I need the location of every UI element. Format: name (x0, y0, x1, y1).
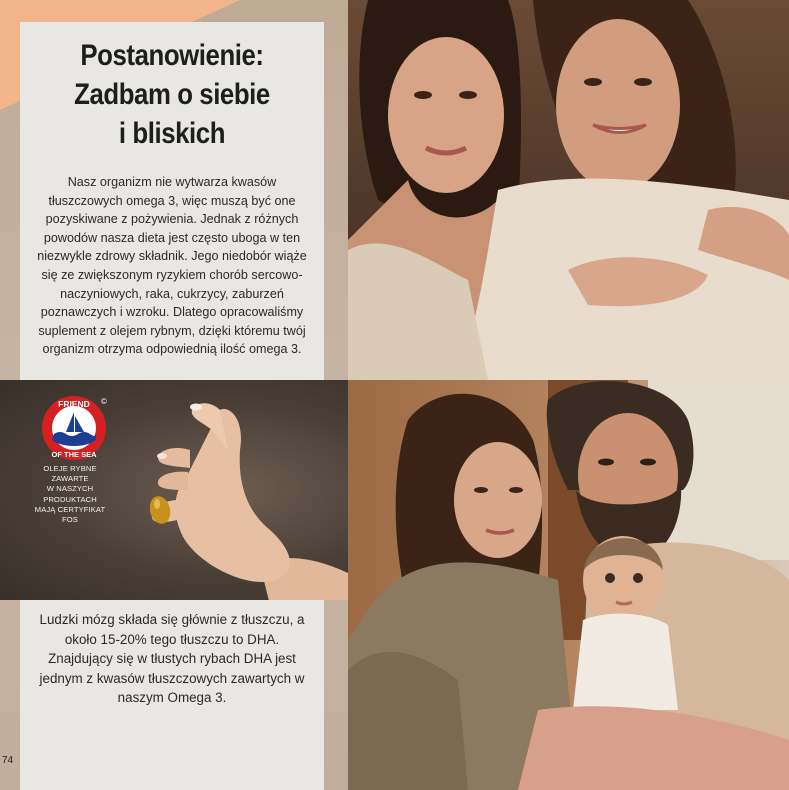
headline-line-2: Zadbam o siebie (74, 78, 270, 111)
fos-line-5: MAJĄ CERTYFIKAT (34, 504, 106, 514)
mother-daughter-photo (348, 0, 789, 380)
copyright-mark: © (101, 397, 107, 406)
headline-line-1: Postanowienie: (80, 39, 264, 72)
fos-certificate-note (20, 464, 120, 525)
fos-line-4: PRODUKTACH (43, 494, 97, 504)
page-number: 74 (2, 755, 14, 766)
page-headline (41, 36, 302, 153)
capsule-photo-panel (0, 380, 348, 600)
brain-text-box (20, 600, 324, 790)
headline-line-3: i bliskich (118, 117, 226, 150)
logo-top-text: FRIEND (58, 399, 90, 409)
brain-paragraph: Ludzki mózg składa się głównie z tłuszczu, a około 15-20% tego tłuszczu to DHA. Znajdujący się w tłustych rybach DHA jest jednym z kwasów tłuszczowych zawartych w naszym Omega 3. (39, 612, 305, 705)
hand-holding-capsule-image (150, 390, 348, 600)
intro-paragraph: Nasz organizm nie wytwarza kwasów tłuszczowych omega 3, więc muszą być one pozyskiwane z pożywienia. Jednak z różnych powodów nasza dieta jest często uboga w ten niezwykle zdrowy składnik. Jego niedobór wiąże się ze zwiększonym ryzykiem chorób sercowo-naczyniowych, raka, cukrzycy, zaburzeń poznawczych i wzroku. Dlatego opracowaliśmy suplement z olejem rybnym, dzięki któremu twój organizm otrzyma odpowiednią ilość omega 3. (37, 175, 307, 357)
fos-line-2: ZAWARTE (51, 474, 89, 484)
intro-text-box (20, 22, 324, 380)
family-photo (348, 380, 789, 790)
fos-line-3: W NASZYCH (46, 484, 94, 494)
fos-line-1: OLEJE RYBNE (43, 464, 97, 473)
logo-bottom-text: OF THE SEA (51, 450, 97, 459)
fos-line-6: FOS (62, 515, 78, 525)
friend-of-the-sea-logo (40, 394, 108, 462)
